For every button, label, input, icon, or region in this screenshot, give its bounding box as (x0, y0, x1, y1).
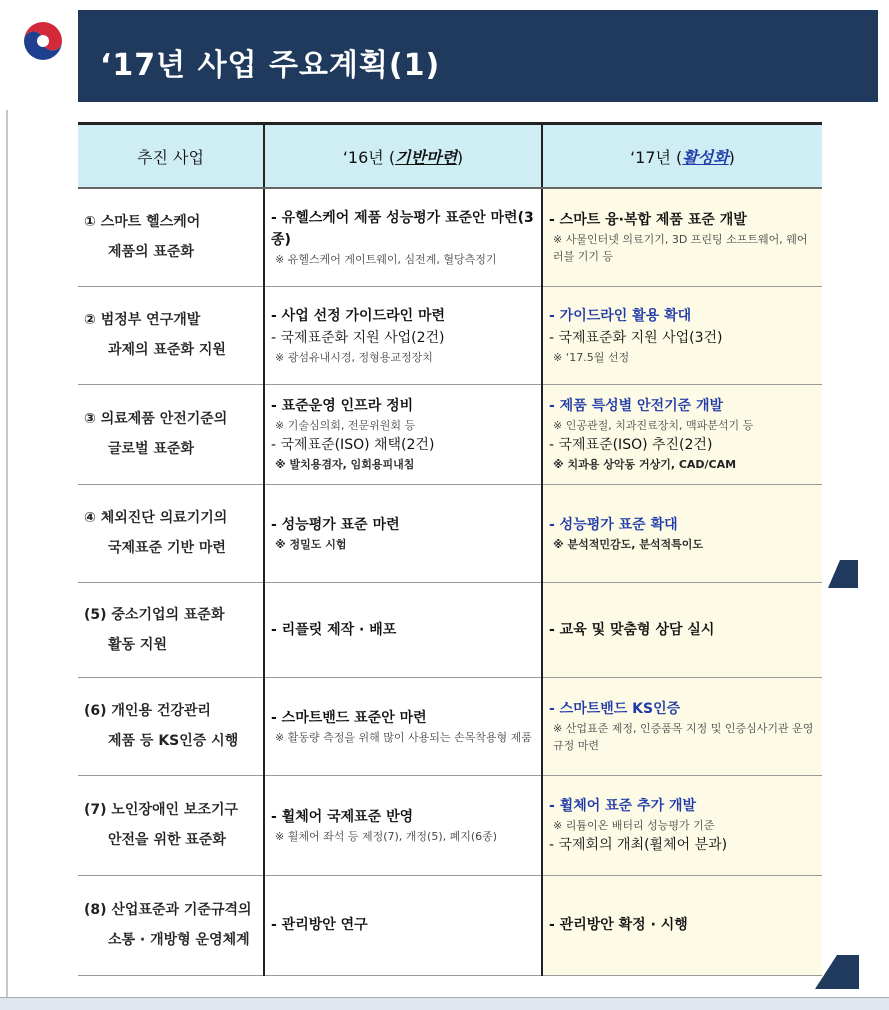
page-title: ‘17년 사업 주요계획(1) (100, 48, 441, 83)
decor-mark-upper (828, 560, 858, 588)
cell-2016 (264, 582, 542, 677)
table-row (78, 286, 822, 384)
project-name-line: ① 스마트 헬스케어 (84, 214, 201, 231)
cell-note: ※ 기술심의회, 전문위원회 등 (275, 419, 416, 432)
project-cell (78, 188, 264, 286)
cell-2016 (264, 384, 542, 484)
cell-item: - 스마트밴드 표준안 마련 (271, 709, 427, 726)
project-name-line: ③ 의료제품 안전기준의 (84, 411, 228, 427)
cell-2017 (542, 286, 822, 384)
plan-table (78, 122, 822, 976)
cell-note: ※ 사물인터넷 의료기기, 3D 프린팅 소프트웨어, 웨어러블 기기 등 (553, 233, 808, 264)
cell-note: ※ 치과용 상악동 거상기, CAD/CAM (553, 458, 737, 471)
cell-item: - 성능평가 표준 확대 (549, 516, 678, 533)
table-row (78, 582, 822, 677)
project-name-line: ④ 체외진단 의료기기의 (84, 510, 228, 526)
cell-2017 (542, 775, 822, 875)
government-emblem-logo (20, 18, 66, 64)
project-name-line: 소통 · 개방형 운영체계 (108, 932, 250, 948)
project-cell (78, 677, 264, 775)
project-name-line: 안전을 위한 표준화 (108, 832, 226, 848)
project-name-line: (8) 산업표준과 기준규격의 (84, 902, 252, 918)
cell-2017 (542, 384, 822, 484)
cell-note: ※ 활동량 측정을 위해 많이 사용되는 손목착용형 제품 (275, 730, 532, 744)
cell-item: - 휠체어 표준 추가 개발 (549, 797, 697, 814)
cell-item: - 스마트밴드 KS인증 (549, 701, 681, 717)
cell-item: - 국제표준(ISO) 추진(2건) (549, 437, 713, 453)
table-header-row (78, 124, 822, 189)
cell-item: - 국제표준(ISO) 채택(2건) (271, 437, 435, 453)
table-row (78, 188, 822, 286)
cell-item: - 국제회의 개최(휠체어 분과) (549, 836, 728, 853)
project-name-line: (7) 노인장애인 보조기구 (84, 802, 239, 818)
taskbar (0, 997, 889, 1010)
project-name-line: ② 범정부 연구개발 (84, 312, 201, 328)
project-cell (78, 875, 264, 975)
cell-2017 (542, 484, 822, 582)
cell-note: ※ 인공관절, 치과진료장치, 맥파분석기 등 (553, 419, 754, 432)
cell-item: - 리플릿 제작 · 배포 (271, 621, 397, 638)
cell-item: - 관리방안 연구 (271, 917, 368, 933)
header-project: 추진 사업 (78, 124, 264, 189)
cell-note: ※ 발치용겸자, 임회용피내침 (275, 458, 415, 471)
cell-item: - 가이드라인 활용 확대 (549, 307, 692, 324)
cell-item: - 제품 특성별 안전기준 개발 (549, 398, 724, 414)
header-2016: ‘16년 (기반마련) (264, 124, 542, 189)
cell-item: - 국제표준화 지원 사업(3건) (549, 329, 723, 346)
project-name-line: 과제의 표준화 지원 (108, 342, 226, 358)
project-cell (78, 775, 264, 875)
cell-item: - 국제표준화 지원 사업(2건) (271, 329, 445, 346)
cell-2017 (542, 677, 822, 775)
table-row (78, 677, 822, 775)
cell-note: ※ 휠체어 좌석 등 제정(7), 개정(5), 폐지(6종) (275, 829, 498, 843)
project-name-line: (5) 중소기업의 표준화 (84, 606, 225, 623)
cell-2016 (264, 677, 542, 775)
cell-note: ※ 정밀도 시험 (275, 537, 347, 551)
table-row (78, 484, 822, 582)
cell-note: ※ 유헬스케어 게이트웨이, 심전계, 혈당측정기 (275, 252, 497, 266)
project-name-line: 활동 지원 (108, 636, 167, 653)
cell-item: - 스마트 융·복합 제품 표준 개발 (549, 212, 747, 229)
cell-note: ※ 광섬유내시경, 정형용교정장치 (275, 350, 433, 364)
project-cell (78, 484, 264, 582)
cell-2017 (542, 875, 822, 975)
cell-2016 (264, 286, 542, 384)
project-name-line: 국제표준 기반 마련 (108, 540, 226, 556)
project-cell (78, 384, 264, 484)
project-cell (78, 582, 264, 677)
cell-2016 (264, 484, 542, 582)
cell-note: ※ 산업표준 제정, 인증품목 지정 및 인증심사기관 운영규정 마련 (553, 722, 814, 752)
cell-item: - 관리방안 확정 · 시행 (549, 917, 688, 933)
cell-item: - 표준운영 인프라 정비 (271, 398, 414, 414)
cell-item: - 유헬스케어 제품 성능평가 표준안 마련(3종) (271, 209, 534, 248)
project-name-line: 제품 등 KS인증 시행 (108, 733, 239, 749)
cell-2017 (542, 188, 822, 286)
cell-2016 (264, 188, 542, 286)
cell-note: ※ 리튬이온 배터리 성능평가 기준 (553, 818, 715, 832)
project-cell (78, 286, 264, 384)
cell-note: ※ 분석적민감도, 분석적특이도 (553, 537, 704, 551)
header-2017: ‘17년 (활성화) (542, 124, 822, 189)
project-name-line: 글로벌 표준화 (108, 441, 195, 457)
cell-item: - 교육 및 맞춤형 상담 실시 (549, 621, 715, 638)
table-row (78, 384, 822, 484)
left-frame-line (6, 110, 8, 1005)
cell-2016 (264, 775, 542, 875)
table-row (78, 775, 822, 875)
cell-note: ※ ‘17.5월 선정 (553, 350, 630, 364)
cell-item: - 휠체어 국제표준 반영 (271, 808, 414, 825)
table-row (78, 875, 822, 975)
cell-2017 (542, 582, 822, 677)
project-name-line: 제품의 표준화 (108, 244, 195, 261)
cell-2016 (264, 875, 542, 975)
cell-item: - 사업 선정 가이드라인 마련 (271, 307, 446, 324)
cell-item: - 성능평가 표준 마련 (271, 516, 400, 533)
project-name-line: (6) 개인용 건강관리 (84, 703, 211, 719)
